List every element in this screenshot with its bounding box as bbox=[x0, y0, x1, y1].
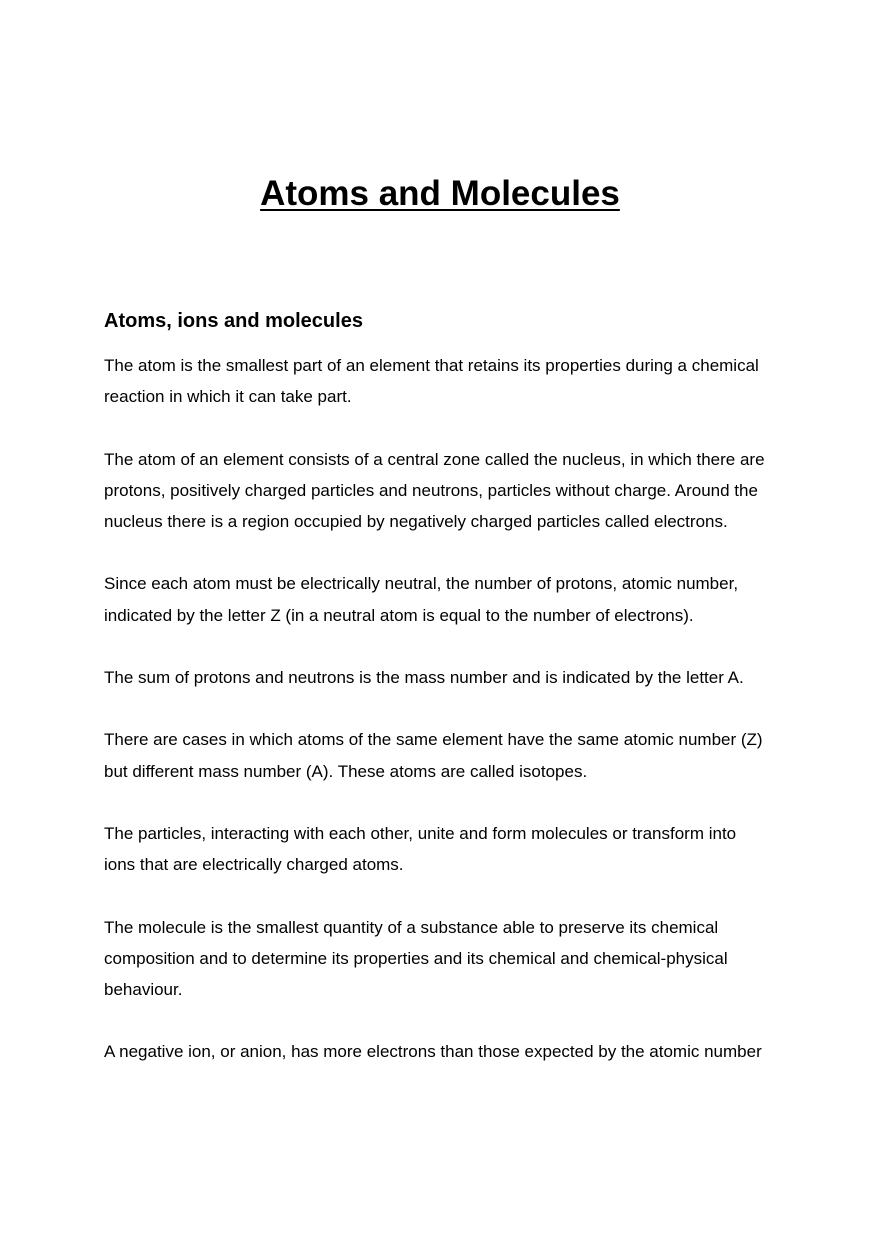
paragraph-line: Since each atom must be electrically neutral, the number of protons, atomic number, bbox=[104, 574, 739, 594]
paragraph-line: composition and to determine its properties and its chemical and chemical-physical bbox=[104, 948, 728, 968]
paragraph-line: The particles, interacting with each other, unite and form molecules or transform into bbox=[104, 823, 737, 843]
paragraph-atomic-number bbox=[104, 568, 794, 631]
paragraph-line: reaction in which it can take part. bbox=[104, 387, 352, 407]
paragraph-line: but different mass number (A). These atoms are called isotopes. bbox=[104, 761, 588, 781]
paragraph-atom-structure bbox=[104, 444, 794, 538]
paragraph-line: The sum of protons and neutrons is the mass number and is indicated by the letter A. bbox=[104, 668, 744, 688]
paragraph-line: There are cases in which atoms of the same element have the same atomic number (Z) bbox=[104, 730, 763, 750]
paragraph-molecule bbox=[104, 912, 794, 1006]
paragraph-line: behaviour. bbox=[104, 980, 183, 1000]
paragraph-isotopes bbox=[104, 724, 794, 787]
paragraph-anion bbox=[104, 1036, 794, 1067]
paragraph-line: The atom is the smallest part of an element that retains its properties during a chemical bbox=[104, 356, 759, 375]
paragraph-atom-definition bbox=[104, 350, 794, 413]
paragraph-line: ions that are electrically charged atoms. bbox=[104, 855, 404, 875]
paragraph-line: The molecule is the smallest quantity of a substance able to preserve its chemical bbox=[104, 917, 719, 937]
section-atoms-ions-molecules bbox=[104, 307, 794, 1099]
section-heading: Atoms, ions and molecules bbox=[104, 310, 363, 332]
paragraph-line: protons, positively charged particles and neutrons, particles without charge. Around the bbox=[104, 480, 758, 500]
paragraph-line: A negative ion, or anion, has more electrons than those expected by the atomic number bbox=[104, 1042, 762, 1062]
paragraph-line: The atom of an element consists of a central zone called the nucleus, in which there are bbox=[104, 449, 765, 469]
paragraph-line: indicated by the letter Z (in a neutral atom is equal to the number of electrons). bbox=[104, 605, 694, 625]
paragraph-mass-number bbox=[104, 662, 794, 693]
document-title: Atoms and Molecules bbox=[260, 174, 620, 213]
paragraph-line: nucleus there is a region occupied by negatively charged particles called electrons. bbox=[104, 512, 728, 532]
paragraph-particles bbox=[104, 818, 794, 881]
